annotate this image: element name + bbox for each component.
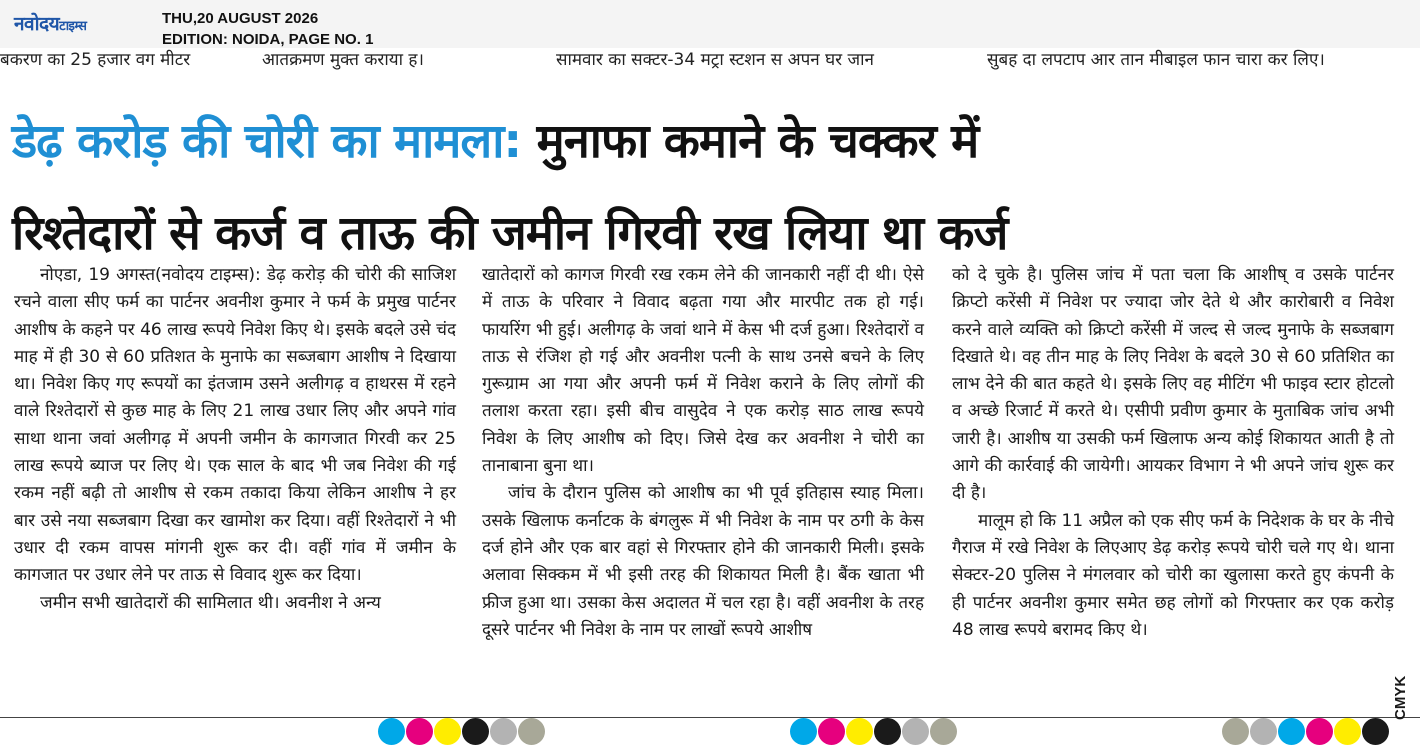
- headline-line2: रिश्तेदारों से कर्ज व ताऊ की जमीन गिरवी रख लिया था कर्ज: [12, 206, 1008, 261]
- logo-main-text: नवोदय: [14, 13, 60, 35]
- article-column-1: [14, 262, 456, 617]
- registration-dot: [462, 718, 489, 745]
- date-line: THU,20 AUGUST 2026: [162, 10, 319, 27]
- column-3-paragraph-1: को दे चुके है। पुलिस जांच में पता चला कि आशीष् व उसके पार्टनर क्रिप्टो करेंसी में निवेश पर ज्यादा जोर देते थे और कारोबारी व निवेश करने वाले व्यक्ति को क्रिप्टो करेंसी में जल्द से जल्द मुनाफे के सब्जबाग दिखाते थे। वह तीन माह के लिए निवेश के बदले 30 से 60 प्रतिशित का लाभ देने की बात कहते थे। इसके लिए वह मीटिंग भी फाइव स्टार होटलो व अच्छे रिजार्ट में करते थे। एसीपी प्रवीण कुमार के मुताबिक जांच अभी जारी है। आशीष या उसकी फर्म खिलाफ अन्य कोई शिकायत आती है तो आगे की कार्रवाई की जायेगी। आयकर विभाग ने भी अपने जांच शुरू कर दी है।: [952, 265, 1394, 504]
- headline-line1-rest: मुनाफा कमाने के चक्कर में: [521, 114, 979, 169]
- column-3-paragraph-2: मालूम हो कि 11 अप्रैल को एक सीए फर्म के निदेशक के घर के नीचे गैराज में रखे निवेश के लिएआए डेढ़ करोड़ रूपये चोरी चले गए थे। थाना सेक्टर-20 पुलिस ने मंगलवार को चोरी का खुलासा करते हुए कंपनी के ही पार्टनर अवनीश कुमार समेत छह लोगों को गिरफ्तार कर एक करोड़ 48 लाख रूपये बरामद किए थे।: [952, 510, 1394, 640]
- registration-dot: [1362, 718, 1389, 745]
- strip-text-c: सामवार का सक्टर-34 मट्रा स्टशन स अपन घर जान: [556, 50, 874, 70]
- edition-info: [162, 8, 373, 50]
- cmyk-text: CMYK: [1392, 675, 1409, 720]
- previous-story-strip: [0, 48, 1420, 74]
- headline-kicker: डेढ़ करोड़ की चोरी का मामला:: [12, 114, 522, 169]
- strip-text-b: आतक्रमण मुक्त कराया ह।: [262, 50, 424, 70]
- logo-small-text: टाइम्स: [59, 19, 87, 34]
- registration-dot: [378, 718, 405, 745]
- registration-dot: [1278, 718, 1305, 745]
- registration-dot: [1222, 718, 1249, 745]
- strip-text-a: बकरण का 25 हजार वग मीटर: [0, 50, 191, 70]
- column-2-paragraph-2: जांच के दौरान पुलिस को आशीष का भी पूर्व इतिहास स्याह मिला। उसके खिलाफ कर्नाटक के बंगलुरू में भी निवेश के नाम पर ठगी के केस दर्ज होने और एक बार वहां से गिरफ्तार होने की जानकारी मिली। इसके अलावा सिक्कम में भी इसी तरह की शिकायत मिली है। बैंक खाता भी फ्रीज हुआ था। उसका केस अदालत में चल रहा है। वहीं अवनीश के तरह दूसरे पार्टनर भी निवेश के नाम पर लाखों रूपये आशीष: [482, 483, 924, 640]
- registration-dot: [902, 718, 929, 745]
- column-1-paragraph-2: जमीन सभी खातेदारों की सामिलात थी। अवनीश ने अन्य: [40, 592, 381, 613]
- registration-dot: [818, 718, 845, 745]
- cmyk-label: [1392, 662, 1412, 722]
- registration-dot: [1306, 718, 1333, 745]
- registration-dot: [874, 718, 901, 745]
- registration-dot: [1334, 718, 1361, 745]
- registration-dot: [790, 718, 817, 745]
- newspaper-logo[interactable]: [14, 10, 86, 36]
- column-2-paragraph-1: खातेदारों को कागज गिरवी रख रकम लेने की जानकारी नहीं दी थी। ऐसे में ताऊ के परिवार ने विवाद बढ़ता गया और मारपीट तक हो गई। फायरिंग भी हुई। अलीगढ़ के जवां थाने में केस भी दर्ज हुआ। रिश्तेदारों व ताऊ से रंजिश हो गई और अवनीश पत्नी के साथ उनसे बचने के लिए गुरूग्राम आ गया और अपनी फर्म में निवेश कराने के लिए लोगों की तलाश करता रहा। इसी बीच वासुदेव ने एक करोड़ साठ लाख रूपये निवेश के लिए आशीष को दिए। जिसे देख कर अवनीश ने चोरी का तानाबाना बुना था।: [482, 265, 924, 477]
- registration-dot: [434, 718, 461, 745]
- edition-line: EDITION: NOIDA, PAGE NO. 1: [162, 31, 374, 48]
- strip-text-d: सुबह दा लपटाप आर तान मीबाइल फान चारा कर लिए।: [987, 50, 1325, 70]
- registration-dot: [846, 718, 873, 745]
- registration-dot: [930, 718, 957, 745]
- registration-dot: [490, 718, 517, 745]
- registration-dot: [518, 718, 545, 745]
- bottom-rule: [0, 717, 1420, 718]
- registration-dot: [406, 718, 433, 745]
- article-column-3: [952, 262, 1394, 644]
- article-column-2: [482, 262, 924, 644]
- column-1-paragraph-1: नोएडा, 19 अगस्त(नवोदय टाइम्स): डेढ़ करोड़ की चोरी की साजिश रचने वाला सीए फर्म का पार्टनर अवनीश कुमार ने फर्म के प्रमुख पार्टनर आशीष के कहने पर 46 लाख रूपये निवेश किए थे। इसके बदले उसे चंद माह में ही 30 से 60 प्रतिशत के मुनाफे का सब्जबाग आशीष ने दिखाया था। निवेश किए गए रूपयों का इंतजाम उसने अलीगढ़ व हाथरस में रहने वाले रिश्तेदारों से कुछ माह के लिए 21 लाख उधार लिए और अपने गांव साथा थाना जवां अलीगढ़ में अपनी जमीन के कागजात गिरवी कर 25 लाख रूपये ब्याज पर लिए थे। एक साल के बाद भी जब निवेश की गई रकम नहीं बढ़ी तो आशीष से रकम तकादा किया लेकिन आशीष ने हर बार उसे नया सब्जबाग दिखा कर खामोश कर दिया। वहीं रिश्तेदारों ने भी उधार दी रकम वापस मांगनी शुरू कर दी। वहीं गांव में जमीन के कागजात पर उधार लेने पर ताऊ से विवाद शुरू कर दिया।: [14, 265, 456, 586]
- article-headline: [12, 96, 1408, 280]
- registration-dot: [1250, 718, 1277, 745]
